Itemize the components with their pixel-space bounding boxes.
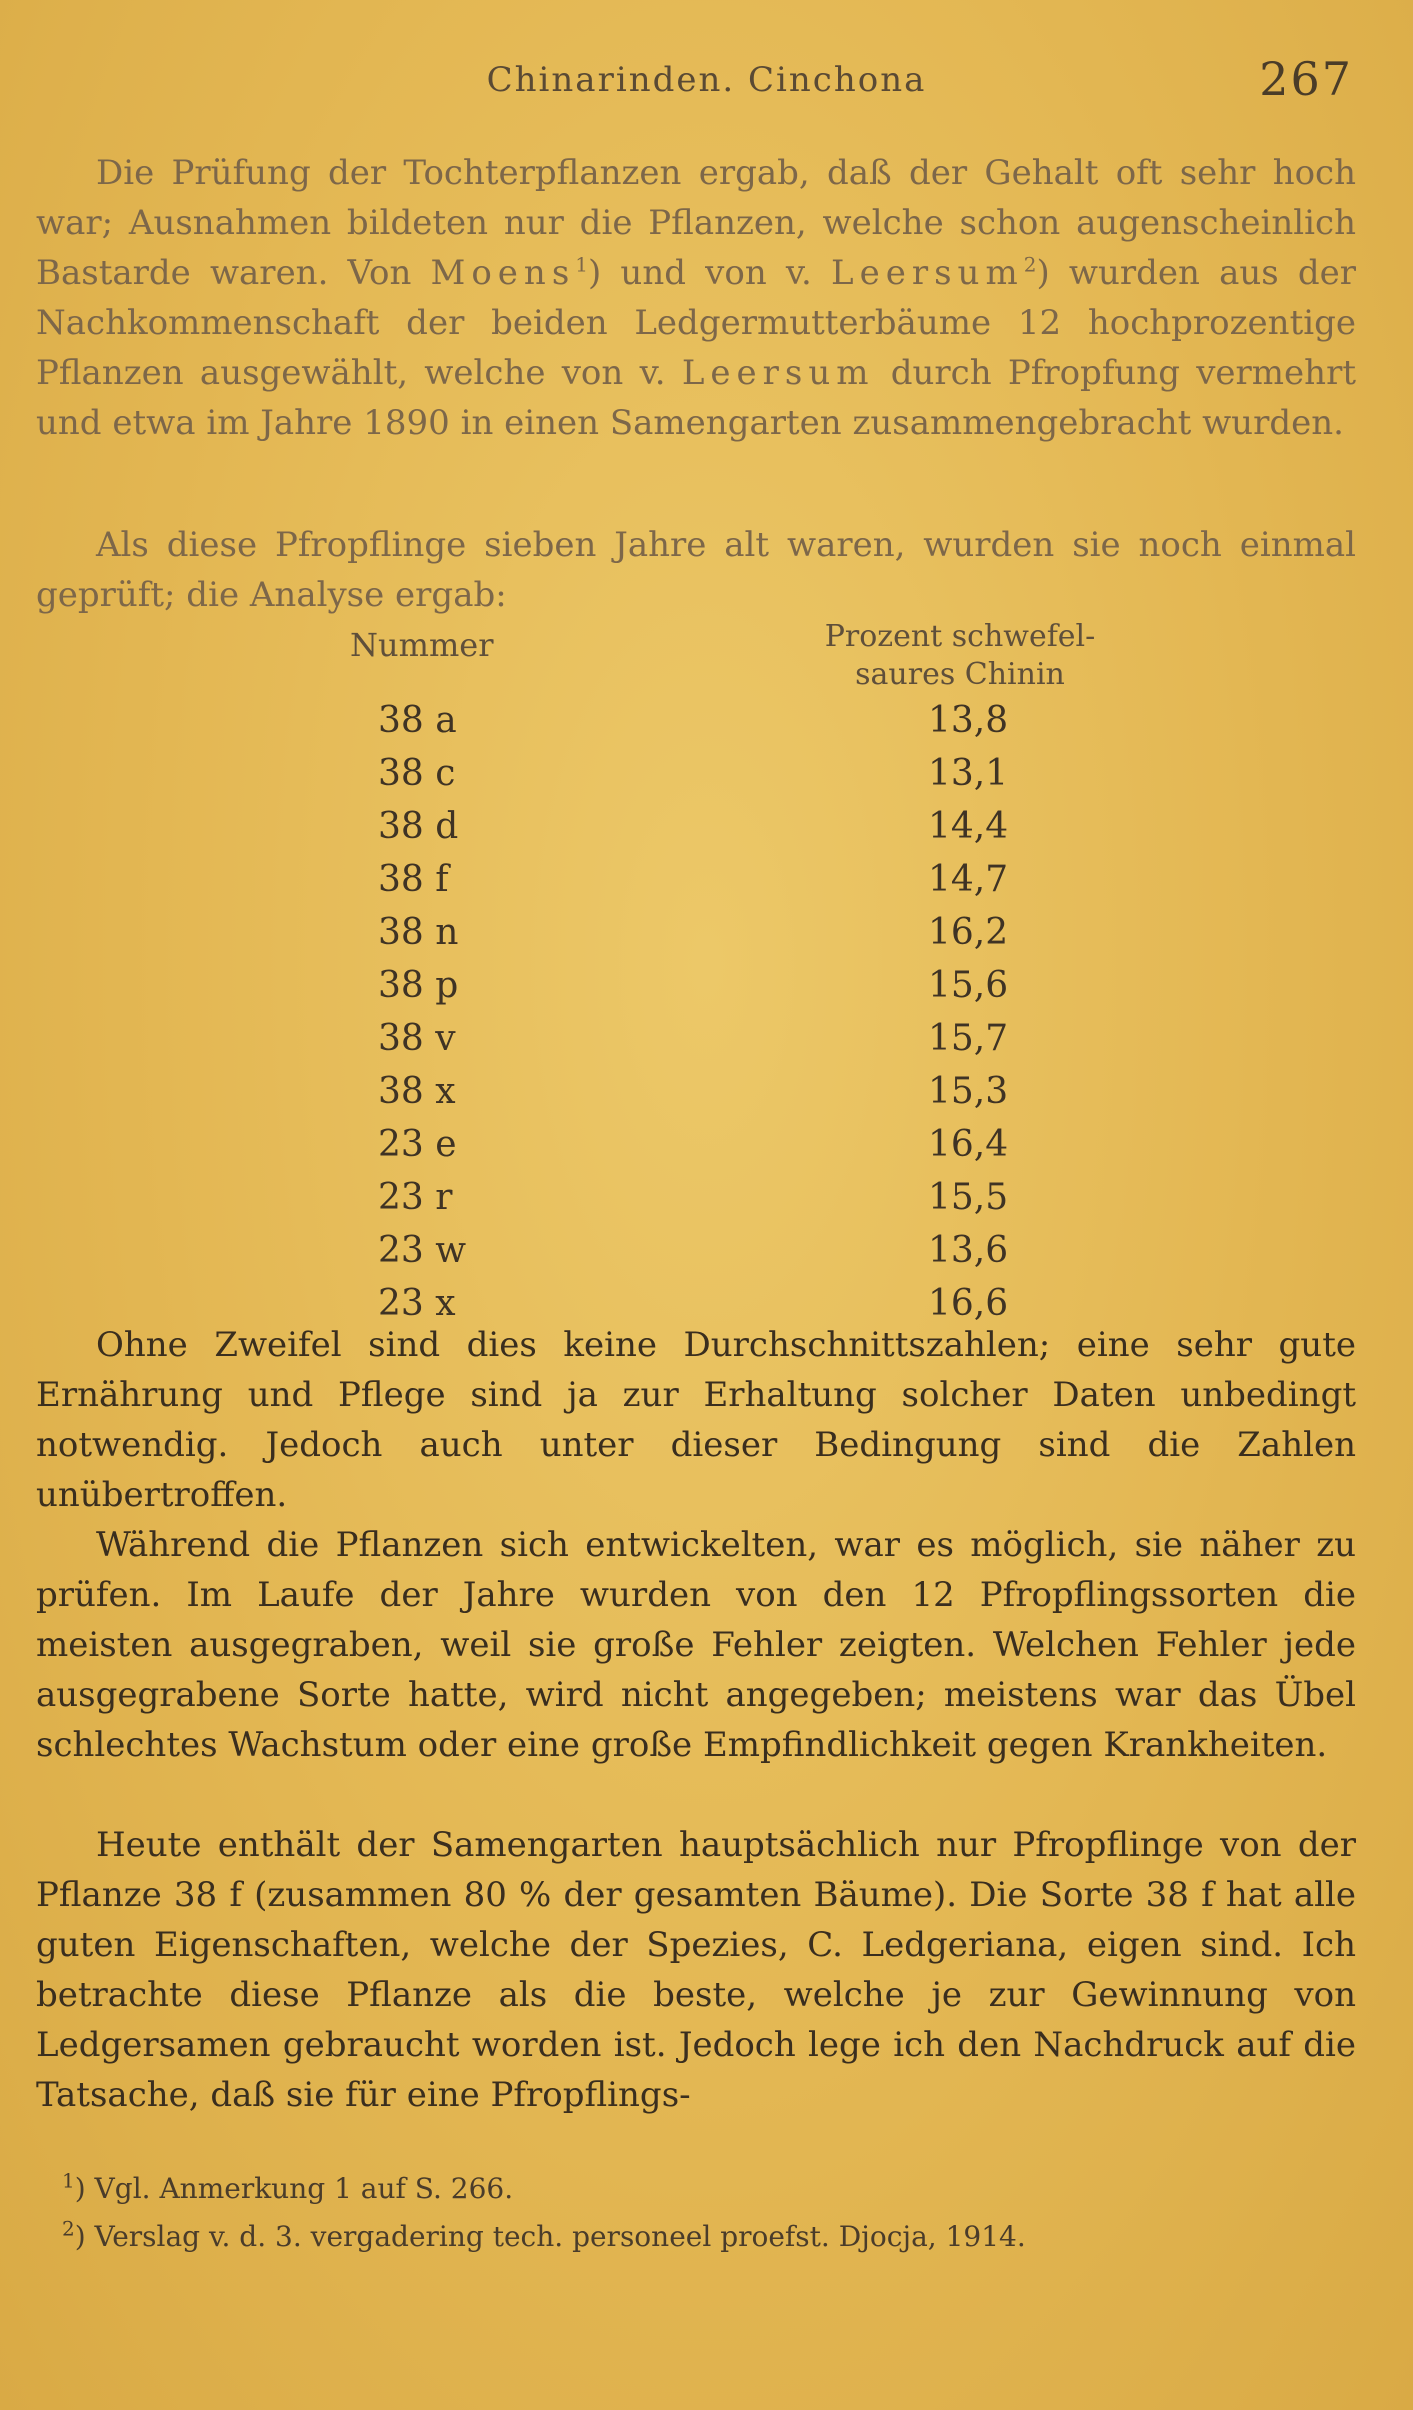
table-row (0, 806, 1413, 859)
table-row (0, 700, 1413, 753)
footnote-ref-1: 1 (575, 252, 588, 277)
author-leersum-2: Leersum (681, 353, 875, 393)
table-row (0, 1071, 1413, 1124)
running-head: Chinarinden. Cinchona (486, 60, 927, 100)
cell-nummer: 23 e (378, 1124, 457, 1165)
table-rows (0, 700, 1413, 1336)
cell-prozent: 16,4 (928, 1124, 1009, 1165)
paragraph-1-part-3: ) wurden aus der Nachkommenschaft der beiden Ledgermutterbäume 12 hochprozentige Pflanzen ausgewählt, welche von v. (36, 253, 1356, 393)
footnotes (62, 2165, 1362, 2261)
footnote-2-text: ) Verslag v. d. 3. vergadering tech. personeel proefst. Djocja, 1914. (74, 2220, 1026, 2253)
page-number: 267 (1259, 52, 1353, 106)
table-row (0, 859, 1413, 912)
cell-prozent: 14,4 (928, 806, 1009, 847)
cell-nummer: 38 f (378, 859, 449, 900)
cell-prozent: 15,3 (928, 1071, 1009, 1112)
cell-prozent: 16,2 (928, 912, 1009, 953)
cell-prozent: 13,1 (928, 753, 1009, 794)
paragraph-5 (36, 1820, 1356, 2120)
footnote-1-mark: 1 (62, 2168, 75, 2193)
cell-prozent: 15,6 (928, 965, 1009, 1006)
page-header (0, 52, 1413, 106)
table-row (0, 912, 1413, 965)
cell-nummer: 23 w (378, 1230, 467, 1271)
column-header-percent (790, 618, 1130, 694)
cell-nummer: 38 v (378, 1018, 456, 1059)
table-row (0, 1018, 1413, 1071)
paragraph-1 (36, 148, 1356, 448)
table-row (0, 1177, 1413, 1230)
footnote-1-text: ) Vgl. Anmerkung 1 auf S. 266. (74, 2172, 514, 2205)
cell-prozent: 13,6 (928, 1230, 1009, 1271)
paragraph-5-text: Heute enthält der Samengarten hauptsächlich nur Pfropflinge von der Pflanze 38 f (zusammen 80 % der gesamten Bäume). Die Sorte 38 f hat alle guten Eigenschaften, welche der Spezies, C. Ledgeriana, eigen sind. Ich betrachte diese Pflanze als die beste, welche je zur Gewinnung von Ledgersamen gebraucht worden ist. Jedoch lege ich den Nachdruck auf die Tatsache, daß sie für eine Pfropflings- (36, 1825, 1356, 2115)
cell-prozent: 14,7 (928, 859, 1009, 900)
table-row (0, 1230, 1413, 1283)
cell-nummer: 38 a (378, 700, 457, 741)
paragraph-1-part-4: durch Pfropfung vermehrt und etwa im Jahre 1890 in einen Samengarten zusammengebracht wurden. (36, 353, 1356, 443)
table-row (0, 1124, 1413, 1177)
footnote-1 (62, 2165, 1362, 2213)
column-header-percent-line-2: saures Chinin (855, 657, 1065, 692)
paragraph-1-text (36, 148, 1356, 448)
author-leersum: Leersum (831, 253, 1024, 293)
paragraph-1-part-1: Die Prüfung der Tochterpflanzen ergab, daß der Gehalt oft sehr hoch war; Ausnahmen bildeten nur die Pflanzen, welche schon augenscheinlich Bastarde waren. Von (36, 153, 1356, 293)
paragraph-1-part-2: ) und von v. (588, 253, 832, 293)
paragraph-3 (36, 1320, 1356, 1520)
paragraph-4 (36, 1520, 1356, 1770)
cell-prozent: 15,7 (928, 1018, 1009, 1059)
paragraph-2-text: Als diese Pfropflinge sieben Jahre alt waren, wurden sie noch einmal geprüft; die Analyse ergab: (36, 525, 1356, 615)
cell-nummer: 38 p (378, 965, 459, 1006)
column-header-number: Nummer (350, 626, 494, 664)
table-row (0, 753, 1413, 806)
cell-nummer: 23 r (378, 1177, 453, 1218)
footnote-2-mark: 2 (62, 2216, 75, 2241)
cell-nummer: 38 c (378, 753, 456, 794)
footnote-2 (62, 2213, 1362, 2261)
cell-prozent: 16,6 (928, 1283, 1009, 1324)
footnote-ref-2: 2 (1023, 252, 1037, 277)
author-moens: Moens (430, 253, 576, 293)
cell-nummer: 38 d (378, 806, 459, 847)
cell-prozent: 15,5 (928, 1177, 1009, 1218)
table-row (0, 965, 1413, 1018)
paragraph-2 (36, 520, 1356, 620)
paragraph-3-text: Ohne Zweifel sind dies keine Durchschnittszahlen; eine sehr gute Ernährung und Pflege sind ja zur Erhaltung solcher Daten unbedingt notwendig. Jedoch auch unter dieser Bedingung sind die Zahlen unübertroffen. (36, 1325, 1356, 1515)
cell-nummer: 38 x (378, 1071, 456, 1112)
cell-nummer: 23 x (378, 1283, 456, 1324)
cell-prozent: 13,8 (928, 700, 1009, 741)
paragraph-4-text: Während die Pflanzen sich entwickelten, war es möglich, sie näher zu prüfen. Im Laufe der Jahre wurden von den 12 Pfropflingssorten die meisten ausgegraben, weil sie große Fehler zeigten. Welchen Fehler jede ausgegrabene Sorte hatte, wird nicht angegeben; meistens war das Übel schlechtes Wachstum oder eine große Empfindlichkeit gegen Krankheiten. (36, 1525, 1356, 1765)
column-header-percent-line-1: Prozent schwefel- (824, 619, 1096, 654)
cell-nummer: 38 n (378, 912, 459, 953)
